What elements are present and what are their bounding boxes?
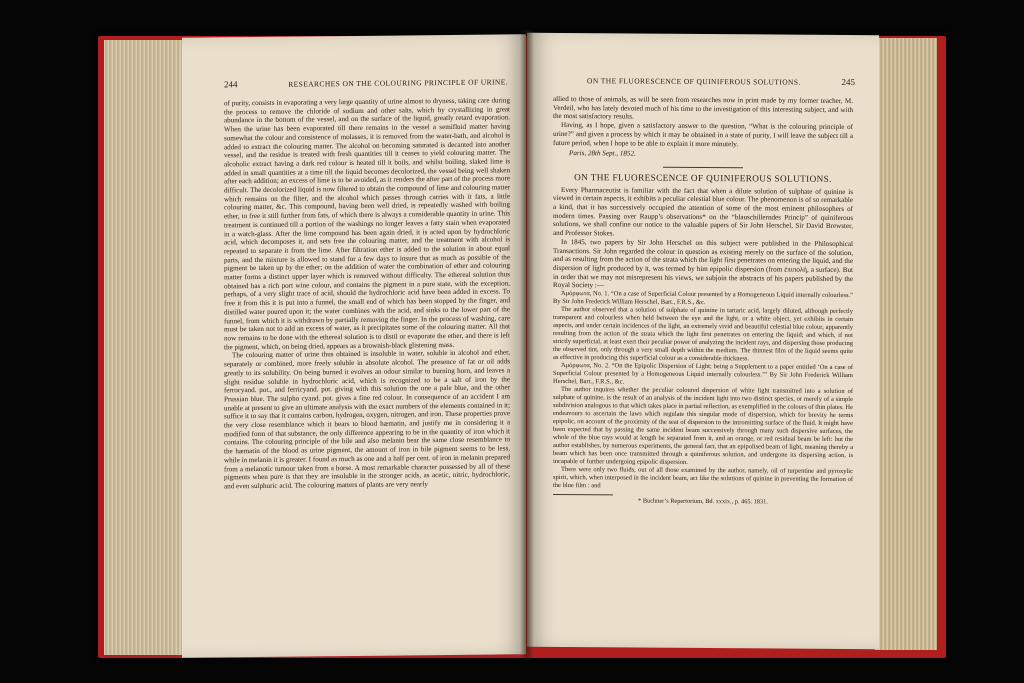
left-body-text bbox=[182, 96, 526, 491]
abstract-paragraph: Ἀμόρφωτα, No. 2. “On the Epipolic Dispersion of Light; being a Supplement to a paper entitled ‘On a case of Superficial Colour presented by a Homogeneous Liquid internally colourless.’” By Sir John Frederick William Herschel, Bart., F.R.S., &c. bbox=[553, 362, 853, 386]
right-running-title: ON THE FLUORESCENCE OF QUINIFEROUS SOLUTIONS. bbox=[587, 76, 801, 87]
section-divider bbox=[663, 167, 743, 169]
paragraph: Having, as I hope, given a satisfactory answer to the question, “What is the colouring principle of urine?” and given a process by which it may be obtained in a state of purity, I will leave the subject till a future period, when I hope to be able to explain it more minutely. bbox=[553, 121, 853, 148]
left-page-edges bbox=[104, 40, 190, 655]
dateline: Paris, 28th Sept., 1852. bbox=[569, 149, 636, 158]
book-gutter bbox=[520, 30, 534, 660]
left-page bbox=[182, 34, 526, 658]
right-page-number: 245 bbox=[841, 76, 855, 88]
right-body-text bbox=[527, 95, 879, 508]
section-title: ON THE FLUORESCENCE OF QUINIFEROUS SOLUTIONS. bbox=[574, 172, 832, 184]
abstract-paragraph: There were only two fluids, out of all those examined by the author, namely, oil of turpentine and pyroxylic spirit, which, when interposed in the incident beam, act like the solutions of quinine in preventing the formation of the blue film : and bbox=[553, 466, 853, 490]
right-page bbox=[527, 33, 879, 649]
footnote-rule bbox=[553, 494, 613, 495]
abstract-paragraph: The author observed that a solution of sulphate of quinine in tartaric acid, largely diluted, although perfectly transparent and colourless when held between the eye and the light, or a white object, yet exhibits in certain aspects, and under certain incidences of the light, an extremely vivid and beautiful celestial blue colour, apparently resulting from the action of the strata which the light first penetrates on entering the liquid; and which, if not strictly superficial, at least exert their peculiar power of analyzing the incident rays, and dispersing those producing the observed tint, only through a very small depth within the medium. The thinnest film of the liquid seems quite as effective in producing this superficial colour as a considerable thickness. bbox=[553, 306, 853, 363]
right-running-head bbox=[527, 75, 879, 87]
paragraph: Every Pharmaceutist is familiar with the fact that when a dilute solution of sulphate of quinine is viewed in certain aspects, it exhibits a peculiar celestial blue colour. The phenomenon is of so remarkable a kind, that it has successively occupied the attention of some of the most eminent philosophers of modern times. Passing over Raupp’s observations* on the “blauschillerndes Princip” of quiniferous solutions, we shall confine our notice to the valuable papers of Sir John Herschel, Sir David Brewster, and Professor Stokes. bbox=[553, 185, 853, 238]
left-running-head bbox=[182, 76, 526, 90]
left-page-number: 244 bbox=[224, 79, 238, 90]
paragraph: The colouring matter of urine thus obtained is insoluble in water, soluble in alcohol and ether, separately or combined, more freely soluble in absolute alcohol. The presence of fat or oil adds greatly to its solubility. On being burned it evolves an odour similar to burning horn, and leaves a slight residue soluble in hydrochloric acid, which is recognized to be a salt of iron by the ferrocyand. pot., and ferricyand. pot. giving with this solution the one a pale blue, and the other Prussian blue. The sulpho cyand. pot. gives a fine red colour. In consequence of an accident I am unable at present to give an ultimate analysis with the exact numbers of the elements contained in it; suffice it to say that it contains carbon, hydrogen, oxygen, nitrogen, and iron. These properties prove the very close resemblance which it bears to blood hæmatin, and justify me in considering it a modified form of that substance, the only difference appearing to be in the quantity of iron which it contains. The colouring principle of the bile and also melanin bear the same close resemblance to the hæmatin of the blood as urine pigment, the amount of iron in bile pigment seems to be less, while in melanin it is greater. I found as much as one and a half per cent. of iron in melanin prepared from a melanotic tumour taken from a horse. A most remarkable character possessed by all of these pigments when pure is that they are insoluble in the stronger acids, as acetic, nitric, hydrochloric, and even sulphuric acid. The colouring matters of plants are very nearly bbox=[224, 348, 510, 491]
paragraph: In 1845, two papers by Sir John Herschel on this subject were published in the Philosophical Transactions. Sir John regarded the colour in question as existing merely on the surface of the solution, and as resulting from the action of the strata which the light first penetrates on entering the liquid, and the dispersion of light produced by it, was termed by him epipolic dispersion (from ἐπιπολή, a surface). But in order that we may not misrepresent his views, we subjoin the abstracts of his papers published by the Royal Society :— bbox=[553, 237, 853, 290]
paragraph: of purity, consists in evaporating a very large quantity of urine almost to dryness, taking care during the process to remove the chloride of sodium and other salts, which by crystallizing in great abundance in the bottom of the vessel, and on the surface of the liquid, greatly retard evaporation. When the urine has been evaporated till there remains in the vessel a semifluid matter having somewhat the colour and consistence of molasses, it is removed from the water-bath, and alcohol is added to extract the colouring matter. The alcohol on becoming saturated is decanted into another vessel, and the residue is treated with fresh quantities till it ceases to yield colouring matter. The alcoholic extract having a dark red colour is heated till it boils, and whilst boiling, slaked lime is added in small quantities at a time till the liquid becomes decolorized, the vessel being well shaken after each addition; an excess of lime is to be avoided, as it renders the after part of the process more difficult. The decolorized liquid is now filtered to obtain the compound of lime and colouring matter which remains on the filter, and the alcohol which passes through carries with it fats, a little colouring matter, &c. This compound, having been well dried, is repeatedly washed with boiling ether, to free it still further from fats, of which there is always a considerable quantity in urine. This treatment is continued till a portion of the washings no longer leaves a fatty stain when evaporated in a watch-glass. After the lime compound has been again dried, it is acted upon by hydrochloric acid, which decomposes it, and sets free the colouring matter, and the treatment with alcohol is repeated to separate it from the lime. After filtration ether is added to the solution in about equal parts, and the mixture is allowed to stand for a few days to insure that as much as possible of the pigment be taken up by the ether; on the addition of water the combination of ether and colouring matter forms a distinct upper layer which is removed without difficulty. The ethereal solution thus obtained has a rich port wine colour, and contains the pigment in a pure state, with the exception, perhaps, of a very slight trace of acid, should the hydrochloric acid have been added in excess. To free it from this it is put into a funnel, the small end of which has been stopped by the finger, and distilled water poured upon it; the water combines with the acid, and sinks to the lower part of the funnel, from which it is withdrawn by partially removing the finger. In the process of washing, care must be taken not to add an excess of water, as it precipitates some of the colouring matter. All that now remains to be done with the ethereal solution is to distil or evaporate the ether, and there is left the pigment, which, on being dried, appears as a brownish-black glistening mass. bbox=[224, 96, 510, 352]
paragraph: allied to those of animals, as will be seen from researches now in print made by my former teacher, M. Verdeil, who has lately devoted much of his time to the investigation of this interesting subject, and with the most satisfactory results. bbox=[553, 94, 853, 121]
right-page-edges bbox=[875, 38, 937, 650]
left-running-title: RESEARCHES ON THE COLOURING PRINCIPLE OF URINE. bbox=[288, 77, 508, 89]
footnote: * Buchner’s Repertorium, Bd. xxxix., p. 465. 1831. bbox=[638, 497, 768, 506]
abstract-paragraph: The author inquires whether the peculiar coloured dispersion of white light transmitted into a solution of sulphate of quinine, is the result of an analysis of the incident light into two distinct species, or merely of a simple subdivision analogous to that which takes place in partial reflection, as exemplified in the colours of thin plates. He endeavours to ascertain the laws which regulate this singular mode of dispersion, which for brevity he terms epipolic, on account of the proximity of the seat of dispersion to the intromitting surface of the fluid. It might have been expected that by passing the same incident beam successively through many such dispersive surfaces, the whole of the blue rays would at length be separated from it, and an orange, or red residual beam be left: but the author establishes, by numerous experiments, the general fact, that an epipolised beam of light, meaning thereby a beam which has been once transmitted through a quiniferous solution, and undergone its dispersing action, is incapable of further undergoing epipolic dispersion. bbox=[553, 386, 854, 466]
abstract-paragraph: Ἀμόρφωτα, No. 1. “On a case of Superficial Colour presented by a Homogeneous Liquid internally colourless.” By Sir John Frederick William Herschel, Bart., F.R.S., &c. bbox=[553, 290, 853, 307]
